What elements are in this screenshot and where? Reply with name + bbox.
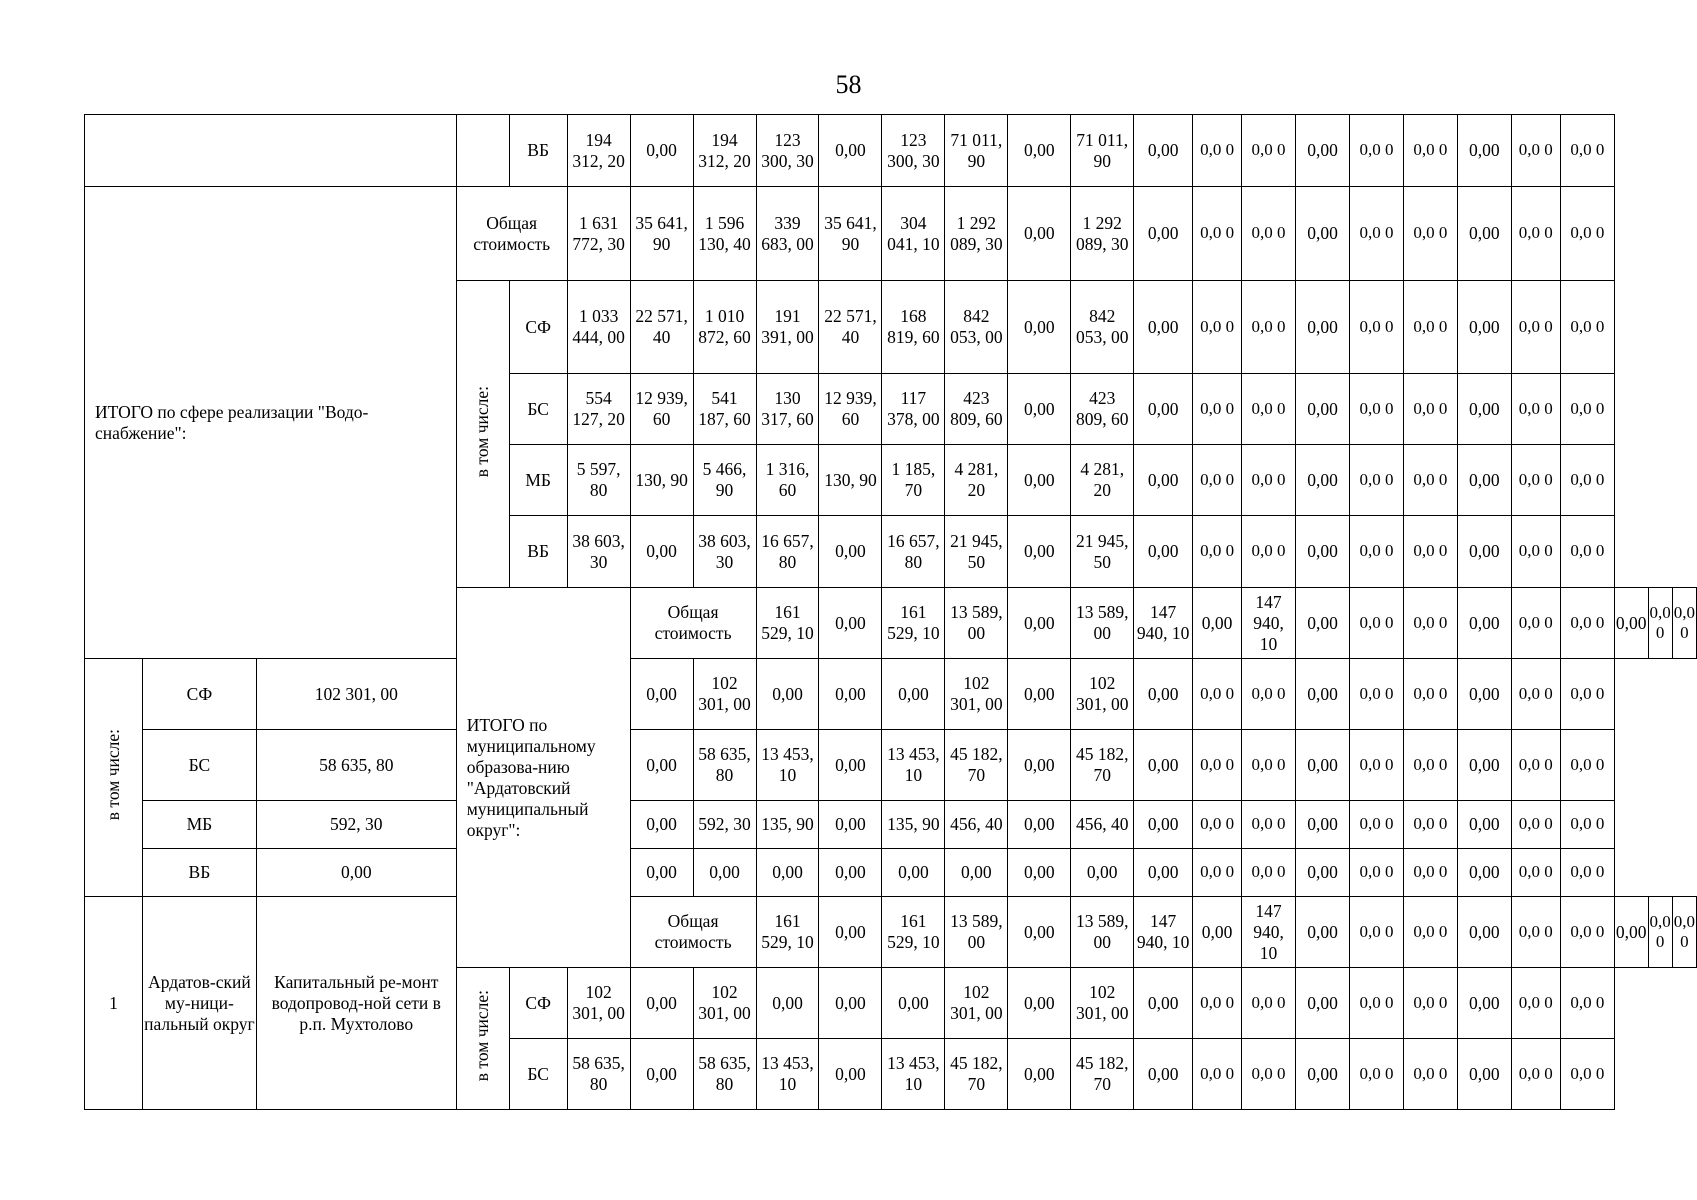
value-cell: 58 635, 80	[567, 1039, 630, 1110]
value-cell: 0,00	[630, 115, 693, 187]
funding-source: СФ	[509, 968, 567, 1039]
value-cell: 304 041, 10	[882, 187, 945, 281]
value-cell: 0,0 0	[1193, 516, 1242, 588]
value-cell: 0,0 0	[1511, 659, 1560, 730]
value-cell: 1 033 444, 00	[567, 281, 630, 374]
empty-cell	[85, 115, 457, 187]
value-cell: 16 657, 80	[756, 516, 819, 588]
value-cell: 0,0 0	[1242, 730, 1296, 801]
value-cell: 0,00	[1457, 1039, 1511, 1110]
value-cell: 161 529, 10	[882, 588, 945, 659]
value-cell: 13 589, 00	[945, 588, 1008, 659]
value-cell: 592, 30	[693, 801, 756, 849]
value-cell: 0,0 0	[1560, 115, 1614, 187]
value-cell: 0,00	[1296, 730, 1350, 801]
value-cell: 0,00	[819, 659, 882, 730]
value-cell: 22 571, 40	[630, 281, 693, 374]
value-cell: 4 281, 20	[945, 445, 1008, 516]
value-cell: 0,0 0	[1403, 374, 1457, 445]
value-cell: 0,0 0	[1560, 897, 1614, 968]
value-cell: 0,00	[1457, 588, 1511, 659]
funding-source: СФ	[142, 659, 256, 730]
value-cell: 842 053, 00	[945, 281, 1008, 374]
value-cell: 0,0 0	[1560, 659, 1614, 730]
value-cell: 0,00	[1296, 801, 1350, 849]
value-cell: 130, 90	[819, 445, 882, 516]
value-cell: 0,00	[1193, 897, 1242, 968]
value-cell: 16 657, 80	[882, 516, 945, 588]
value-cell: 13 589, 00	[945, 897, 1008, 968]
value-cell: 102 301, 00	[1071, 968, 1134, 1039]
table-row	[85, 115, 1697, 187]
value-cell: 0,0 0	[1403, 897, 1457, 968]
value-cell: 0,0 0	[1349, 730, 1403, 801]
value-cell: 0,00	[819, 516, 882, 588]
table-row	[85, 801, 1697, 849]
value-cell: 0,0 0	[1560, 445, 1614, 516]
value-cell: 842 053, 00	[1071, 281, 1134, 374]
value-cell: 0,00	[1296, 588, 1350, 659]
value-cell: 0,0 0	[1193, 801, 1242, 849]
value-cell: 0,0 0	[1193, 659, 1242, 730]
value-cell: 45 182, 70	[945, 1039, 1008, 1110]
value-cell: 0,00	[756, 849, 819, 897]
value-cell: 0,00	[1614, 897, 1648, 968]
value-cell: 0,0 0	[1349, 187, 1403, 281]
value-cell: 0,00	[819, 849, 882, 897]
value-cell: 0,0 0	[1349, 1039, 1403, 1110]
object-number: 1	[85, 897, 143, 1110]
value-cell: 102 301, 00	[945, 968, 1008, 1039]
value-cell: 0,00	[819, 730, 882, 801]
value-cell: 0,0 0	[1560, 801, 1614, 849]
value-cell: 12 939, 60	[819, 374, 882, 445]
value-cell: 423 809, 60	[945, 374, 1008, 445]
value-cell: 0,0 0	[1511, 374, 1560, 445]
value-cell: 147 940, 10	[1242, 588, 1296, 659]
value-cell: 0,0 0	[1242, 849, 1296, 897]
value-cell: 194 312, 20	[693, 115, 756, 187]
value-cell: 71 011, 90	[1071, 115, 1134, 187]
table-row	[85, 849, 1697, 897]
value-cell: 0,00	[882, 849, 945, 897]
value-cell: 0,0 0	[1349, 897, 1403, 968]
value-cell: 161 529, 10	[882, 897, 945, 968]
value-cell: 0,00	[1296, 281, 1350, 374]
value-cell: 0,00	[1457, 659, 1511, 730]
value-cell: 0,0 0	[1672, 897, 1696, 968]
value-cell: 0,00	[1134, 849, 1193, 897]
value-cell: 0,0 0	[1403, 730, 1457, 801]
value-cell: 0,0 0	[1193, 115, 1242, 187]
value-cell: 456, 40	[945, 801, 1008, 849]
value-cell: 0,00	[1457, 374, 1511, 445]
value-cell: 0,0 0	[1560, 187, 1614, 281]
value-cell: 102 301, 00	[1071, 659, 1134, 730]
value-cell: 0,0 0	[1403, 187, 1457, 281]
value-cell: 0,0 0	[1511, 968, 1560, 1039]
value-cell: 0,0 0	[1560, 1039, 1614, 1110]
value-cell: 0,00	[1457, 187, 1511, 281]
value-cell: 12 939, 60	[630, 374, 693, 445]
value-cell: 0,0 0	[1193, 1039, 1242, 1110]
value-cell: 0,0 0	[1349, 445, 1403, 516]
value-cell: 168 819, 60	[882, 281, 945, 374]
value-cell: 0,0 0	[1193, 374, 1242, 445]
funding-source: ВБ	[142, 849, 256, 897]
total-cost-label: Общая стоимость	[630, 897, 756, 968]
value-cell: 0,0 0	[1672, 588, 1696, 659]
value-cell: 0,00	[1296, 1039, 1350, 1110]
value-cell: 0,0 0	[1193, 281, 1242, 374]
value-cell: 0,00	[1008, 849, 1071, 897]
value-cell: 130 317, 60	[756, 374, 819, 445]
table-row	[85, 730, 1697, 801]
value-cell: 0,0 0	[1193, 187, 1242, 281]
value-cell: 0,0 0	[1511, 897, 1560, 968]
value-cell: 0,0 0	[1511, 801, 1560, 849]
value-cell: 0,00	[1008, 187, 1071, 281]
value-cell: 0,00	[630, 1039, 693, 1110]
value-cell: 0,00	[819, 897, 882, 968]
total-cost-label: Общая стоимость	[456, 187, 567, 281]
value-cell: 13 589, 00	[1071, 897, 1134, 968]
value-cell: 0,00	[1296, 516, 1350, 588]
value-cell: 0,0 0	[1242, 801, 1296, 849]
total-cost-label: Общая стоимость	[630, 588, 756, 659]
value-cell: 0,0 0	[1403, 445, 1457, 516]
value-cell: 0,0 0	[1193, 968, 1242, 1039]
value-cell: 0,0 0	[1511, 115, 1560, 187]
table-row	[85, 897, 1697, 968]
value-cell: 58 635, 80	[256, 730, 456, 801]
value-cell: 0,0 0	[1349, 115, 1403, 187]
value-cell: 0,0 0	[1349, 968, 1403, 1039]
value-cell: 0,0 0	[1403, 801, 1457, 849]
value-cell: 423 809, 60	[1071, 374, 1134, 445]
value-cell: 0,0 0	[1403, 281, 1457, 374]
page-number: 58	[835, 70, 862, 99]
funding-source: МБ	[142, 801, 256, 849]
value-cell: 161 529, 10	[756, 588, 819, 659]
value-cell: 0,00	[1008, 281, 1071, 374]
value-cell: 123 300, 30	[756, 115, 819, 187]
funding-source: БС	[509, 1039, 567, 1110]
value-cell: 0,00	[1008, 801, 1071, 849]
value-cell: 0,00	[1296, 897, 1350, 968]
value-cell: 0,00	[819, 115, 882, 187]
value-cell: 0,0 0	[1648, 588, 1672, 659]
value-cell: 135, 90	[882, 801, 945, 849]
table-row	[85, 659, 1697, 730]
value-cell: 1 292 089, 30	[1071, 187, 1134, 281]
value-cell: 0,00	[630, 849, 693, 897]
value-cell: 130, 90	[630, 445, 693, 516]
including-label: в том числе:	[456, 281, 509, 588]
value-cell: 0,0 0	[1403, 588, 1457, 659]
value-cell: 0,00	[1008, 588, 1071, 659]
value-cell: 0,00	[1296, 968, 1350, 1039]
value-cell: 0,00	[1008, 115, 1071, 187]
value-cell: 0,00	[1296, 374, 1350, 445]
value-cell: 13 453, 10	[882, 1039, 945, 1110]
value-cell: 0,00	[1071, 849, 1134, 897]
value-cell: 0,00	[1614, 588, 1648, 659]
value-cell: 0,00	[1008, 374, 1071, 445]
value-cell: 0,00	[1457, 897, 1511, 968]
value-cell: 456, 40	[1071, 801, 1134, 849]
value-cell: 1 010 872, 60	[693, 281, 756, 374]
value-cell: 0,00	[1134, 115, 1193, 187]
funding-source: МБ	[509, 445, 567, 516]
value-cell: 0,00	[1008, 968, 1071, 1039]
value-cell: 0,00	[630, 801, 693, 849]
value-cell: 0,0 0	[1403, 516, 1457, 588]
value-cell: 0,0 0	[1193, 849, 1242, 897]
value-cell: 0,00	[1008, 1039, 1071, 1110]
object-municipality: Ардатов-ский му-ници-пальный округ	[142, 897, 256, 1110]
value-cell: 147 940, 10	[1134, 588, 1193, 659]
value-cell: 0,00	[1457, 849, 1511, 897]
value-cell: 135, 90	[756, 801, 819, 849]
value-cell: 0,0 0	[1560, 588, 1614, 659]
value-cell: 147 940, 10	[1134, 897, 1193, 968]
value-cell: 0,0 0	[1403, 659, 1457, 730]
value-cell: 58 635, 80	[693, 730, 756, 801]
value-cell: 0,00	[693, 849, 756, 897]
value-cell: 0,00	[1134, 187, 1193, 281]
value-cell: 0,0 0	[1560, 516, 1614, 588]
value-cell: 13 589, 00	[1071, 588, 1134, 659]
value-cell: 0,00	[1457, 445, 1511, 516]
value-cell: 0,00	[945, 849, 1008, 897]
value-cell: 0,00	[1134, 968, 1193, 1039]
value-cell: 541 187, 60	[693, 374, 756, 445]
value-cell: 0,0 0	[1560, 968, 1614, 1039]
funding-source: СФ	[509, 281, 567, 374]
empty-cell	[456, 115, 509, 187]
value-cell: 123 300, 30	[882, 115, 945, 187]
value-cell: 0,00	[882, 659, 945, 730]
value-cell: 0,0 0	[1349, 281, 1403, 374]
value-cell: 0,0 0	[1560, 374, 1614, 445]
value-cell: 0,0 0	[1349, 374, 1403, 445]
value-cell: 0,00	[1008, 516, 1071, 588]
value-cell: 0,0 0	[1511, 1039, 1560, 1110]
value-cell: 5 466, 90	[693, 445, 756, 516]
value-cell: 0,0 0	[1193, 730, 1242, 801]
value-cell: 102 301, 00	[945, 659, 1008, 730]
value-cell: 0,0 0	[1349, 659, 1403, 730]
value-cell: 0,0 0	[1511, 187, 1560, 281]
value-cell: 0,0 0	[1403, 849, 1457, 897]
value-cell: 0,0 0	[1242, 374, 1296, 445]
table-row	[85, 187, 1697, 281]
value-cell: 0,0 0	[1511, 281, 1560, 374]
value-cell: 191 391, 00	[756, 281, 819, 374]
value-cell: 0,00	[1134, 445, 1193, 516]
value-cell: 102 301, 00	[256, 659, 456, 730]
value-cell: 0,0 0	[1242, 445, 1296, 516]
funding-source: БС	[142, 730, 256, 801]
value-cell: 58 635, 80	[693, 1039, 756, 1110]
value-cell: 0,0 0	[1403, 1039, 1457, 1110]
value-cell: 0,00	[1008, 445, 1071, 516]
value-cell: 0,00	[1457, 516, 1511, 588]
value-cell: 13 453, 10	[756, 1039, 819, 1110]
value-cell: 102 301, 00	[693, 659, 756, 730]
value-cell: 1 631 772, 30	[567, 187, 630, 281]
funding-source: ВБ	[509, 115, 567, 187]
budget-table	[84, 114, 1697, 1110]
value-cell: 0,00	[1008, 897, 1071, 968]
value-cell: 0,00	[1134, 659, 1193, 730]
value-cell: 1 292 089, 30	[945, 187, 1008, 281]
value-cell: 0,0 0	[1403, 115, 1457, 187]
value-cell: 0,0 0	[1511, 588, 1560, 659]
value-cell: 0,0 0	[1242, 187, 1296, 281]
value-cell: 0,00	[756, 968, 819, 1039]
value-cell: 0,0 0	[1242, 115, 1296, 187]
value-cell: 0,00	[819, 1039, 882, 1110]
value-cell: 0,0 0	[1242, 516, 1296, 588]
value-cell: 0,0 0	[1648, 897, 1672, 968]
value-cell: 0,0 0	[1242, 659, 1296, 730]
value-cell: 0,00	[1008, 730, 1071, 801]
value-cell: 0,00	[1296, 849, 1350, 897]
value-cell: 0,00	[1134, 516, 1193, 588]
value-cell: 21 945, 50	[1071, 516, 1134, 588]
value-cell: 45 182, 70	[945, 730, 1008, 801]
section-water-label: ИТОГО по сфере реализации "Водо-снабжение":	[85, 187, 457, 659]
value-cell: 0,00	[1296, 659, 1350, 730]
value-cell: 45 182, 70	[1071, 730, 1134, 801]
value-cell: 147 940, 10	[1242, 897, 1296, 968]
section-municipal-label: ИТОГО по муниципальному образова-нию "Ардатовский муниципальный округ":	[456, 588, 630, 968]
value-cell: 0,0 0	[1349, 588, 1403, 659]
value-cell: 0,0 0	[1511, 445, 1560, 516]
value-cell: 0,0 0	[1349, 516, 1403, 588]
value-cell: 0,00	[1296, 187, 1350, 281]
value-cell: 0,00	[1134, 730, 1193, 801]
value-cell: 45 182, 70	[1071, 1039, 1134, 1110]
value-cell: 0,00	[256, 849, 456, 897]
value-cell: 0,0 0	[1349, 849, 1403, 897]
including-label: в том числе:	[85, 659, 143, 897]
value-cell: 0,0 0	[1560, 281, 1614, 374]
value-cell: 0,0 0	[1193, 445, 1242, 516]
value-cell: 0,0 0	[1560, 730, 1614, 801]
value-cell: 0,00	[1457, 115, 1511, 187]
value-cell: 0,00	[1457, 730, 1511, 801]
funding-source: БС	[509, 374, 567, 445]
value-cell: 554 127, 20	[567, 374, 630, 445]
value-cell: 0,0 0	[1242, 1039, 1296, 1110]
value-cell: 0,0 0	[1511, 730, 1560, 801]
value-cell: 0,00	[1134, 374, 1193, 445]
value-cell: 0,00	[630, 516, 693, 588]
including-label: в том числе:	[456, 968, 509, 1110]
value-cell: 0,00	[1134, 801, 1193, 849]
value-cell: 71 011, 90	[945, 115, 1008, 187]
value-cell: 339 683, 00	[756, 187, 819, 281]
value-cell: 0,00	[630, 730, 693, 801]
object-name: Капитальный ре-монт водопровод-ной сети в р.п. Мухтолово	[256, 897, 456, 1110]
value-cell: 0,00	[1457, 801, 1511, 849]
value-cell: 0,0 0	[1511, 516, 1560, 588]
value-cell: 0,00	[1457, 968, 1511, 1039]
value-cell: 5 597, 80	[567, 445, 630, 516]
value-cell: 38 603, 30	[567, 516, 630, 588]
value-cell: 13 453, 10	[882, 730, 945, 801]
value-cell: 0,00	[819, 968, 882, 1039]
value-cell: 117 378, 00	[882, 374, 945, 445]
value-cell: 0,00	[630, 968, 693, 1039]
value-cell: 0,00	[1134, 1039, 1193, 1110]
value-cell: 0,00	[1457, 281, 1511, 374]
value-cell: 0,0 0	[1511, 849, 1560, 897]
value-cell: 0,0 0	[1349, 801, 1403, 849]
value-cell: 21 945, 50	[945, 516, 1008, 588]
value-cell: 102 301, 00	[567, 968, 630, 1039]
funding-source: ВБ	[509, 516, 567, 588]
value-cell: 0,00	[756, 659, 819, 730]
value-cell: 0,00	[819, 801, 882, 849]
value-cell: 0,0 0	[1403, 968, 1457, 1039]
value-cell: 194 312, 20	[567, 115, 630, 187]
value-cell: 1 185, 70	[882, 445, 945, 516]
value-cell: 0,0 0	[1242, 281, 1296, 374]
value-cell: 38 603, 30	[693, 516, 756, 588]
value-cell: 35 641, 90	[819, 187, 882, 281]
value-cell: 0,00	[630, 659, 693, 730]
value-cell: 0,00	[1193, 588, 1242, 659]
value-cell: 0,00	[1008, 659, 1071, 730]
value-cell: 0,0 0	[1560, 849, 1614, 897]
value-cell: 0,00	[1296, 115, 1350, 187]
value-cell: 0,00	[882, 968, 945, 1039]
value-cell: 0,00	[1134, 281, 1193, 374]
value-cell: 1 316, 60	[756, 445, 819, 516]
value-cell: 0,0 0	[1242, 968, 1296, 1039]
value-cell: 22 571, 40	[819, 281, 882, 374]
value-cell: 35 641, 90	[630, 187, 693, 281]
value-cell: 1 596 130, 40	[693, 187, 756, 281]
value-cell: 102 301, 00	[693, 968, 756, 1039]
value-cell: 0,00	[1296, 445, 1350, 516]
value-cell: 13 453, 10	[756, 730, 819, 801]
value-cell: 592, 30	[256, 801, 456, 849]
value-cell: 161 529, 10	[756, 897, 819, 968]
value-cell: 0,00	[819, 588, 882, 659]
value-cell: 4 281, 20	[1071, 445, 1134, 516]
